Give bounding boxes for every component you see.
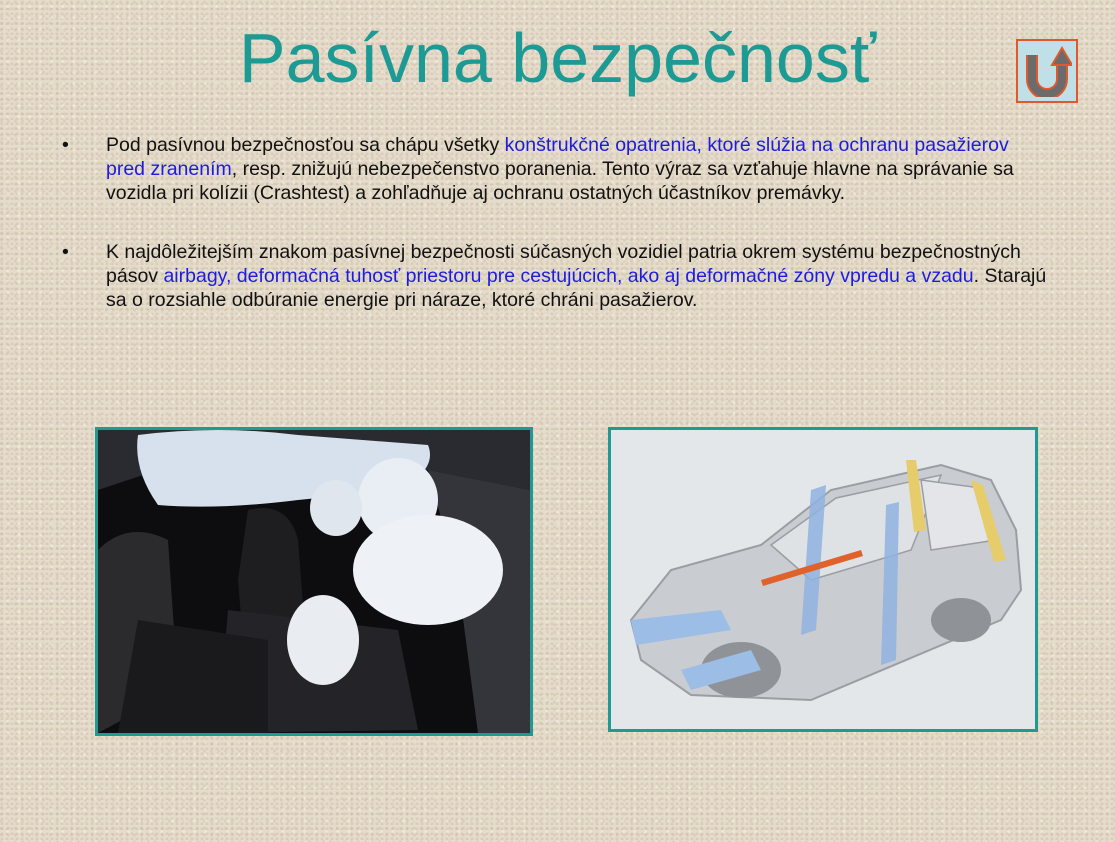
bullet-item <box>62 240 1052 312</box>
bullet-marker: • <box>62 241 69 263</box>
bullet-text: Pod pasívnou bezpečnosťou sa chápu všetky <box>106 134 505 156</box>
airbags-interior-photo <box>95 427 533 736</box>
bullet-marker: • <box>62 134 69 156</box>
highlight-text: airbagy, deformačná tuhosť priestoru pre cestujúcich, ako aj deformačné zóny vpredu a vzadu <box>163 265 974 287</box>
bullet-text: K najdôležitejším znakom pasívnej bezpečnosti súčasných vozidiel patria okrem systému bezpečnostných pásov <box>106 241 1021 287</box>
bullet-list <box>62 133 1052 347</box>
page-title: Pasívna bezpečnosť <box>238 19 877 97</box>
highlight-text: konštrukčné opatrenia, ktoré slúžia na ochranu pasažierov pred zranením <box>106 134 1009 180</box>
bullet-text: . Starajú sa o rozsiahle odbúranie energie pri náraze, ktoré chráni pasažierov. <box>106 265 1047 311</box>
back-button[interactable] <box>1016 39 1078 103</box>
car-body-frame-photo <box>608 427 1038 732</box>
bullet-item <box>62 133 1052 205</box>
return-arrow-icon <box>1022 45 1072 97</box>
bullet-text: , resp. znižujú nebezpečenstvo poranenia. Tento výraz sa vzťahuje hlavne na správanie sa vozidla pri kolízii (Crashtest) a zohľadňuje aj ochranu ostatných účastníkov premávky. <box>106 158 1014 204</box>
